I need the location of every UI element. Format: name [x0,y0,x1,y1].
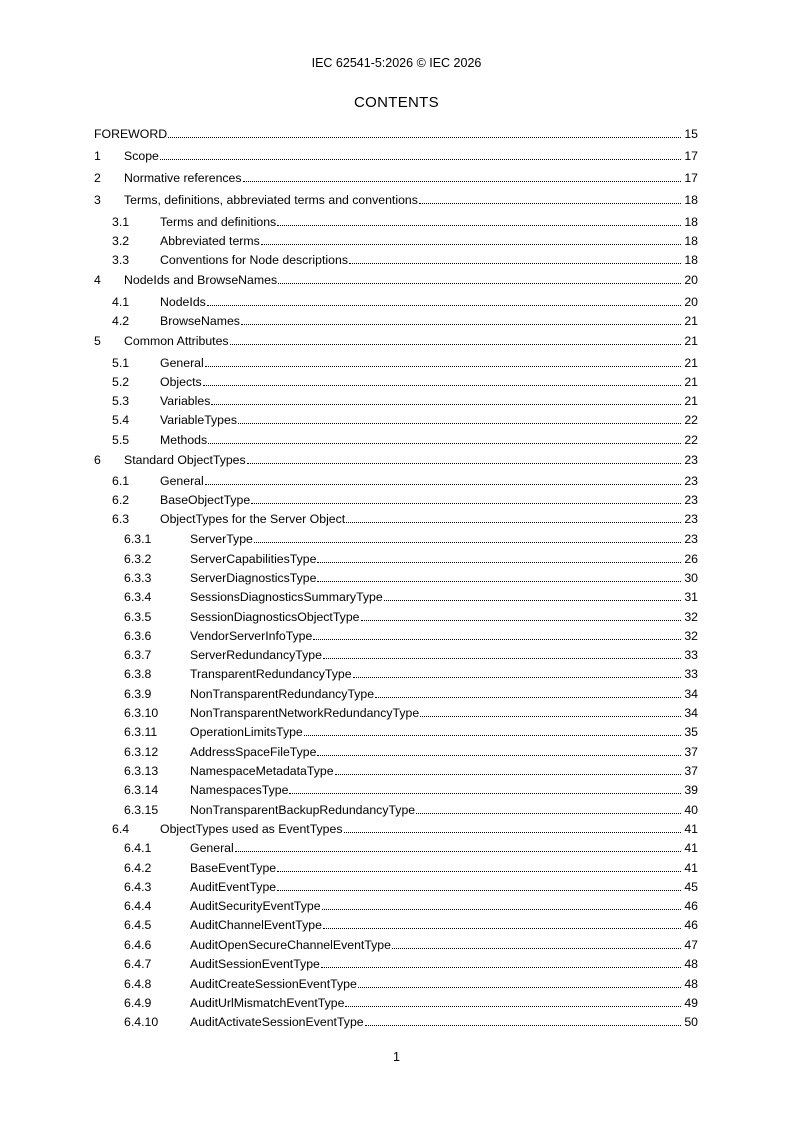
toc-entry[interactable] [94,491,698,507]
toc-entry[interactable] [94,588,698,604]
toc-leader-dots [365,1015,681,1026]
toc-leader-dots [392,938,681,949]
toc-entry-page: 22 [684,433,698,447]
toc-entry-title: Objects [160,375,202,389]
toc-entry-title: ObjectTypes used as EventTypes [160,822,343,836]
toc-entry-number: 6 [94,453,101,467]
toc-entry[interactable] [94,373,698,389]
toc-entry-number: 3.2 [112,234,130,248]
toc-entry[interactable] [94,431,698,447]
document-header: IEC 62541-5:2026 © IEC 2026 [311,56,482,70]
page-title: CONTENTS [354,94,439,111]
toc-entry-number: 6.3.7 [124,648,152,662]
toc-entry-page: 40 [684,803,698,817]
toc-entry-number: 6.3.13 [124,764,159,778]
toc-leader-dots [416,803,681,814]
toc-entry-title: AuditUrlMismatchEventType [190,996,345,1010]
toc-entry-page: 49 [684,996,698,1010]
toc-entry-page: 21 [684,314,698,328]
toc-entry-title: BaseObjectType [160,493,251,507]
toc-leader-dots [211,394,681,405]
toc-entry-page: 17 [684,149,698,163]
toc-entry-title: NamespaceMetadataType [190,764,334,778]
toc-entry-page: 48 [684,957,698,971]
toc-entry[interactable] [94,530,698,546]
toc-leader-dots [243,171,681,182]
toc-entry-page: 46 [684,918,698,932]
toc-leader-dots [346,512,681,523]
toc-entry-title: Standard ObjectTypes [124,453,246,467]
toc-leader-dots [304,725,681,736]
toc-entry-title: TransparentRedundancyType [190,667,352,681]
toc-entry-title: VendorServerInfoType [190,629,313,643]
toc-entry-title: AuditSecurityEventType [190,899,321,913]
toc-entry[interactable] [94,169,698,185]
toc-leader-dots [317,571,681,582]
toc-entry[interactable] [94,916,698,932]
toc-entry-title: AuditChannelEventType [190,918,322,932]
toc-entry-number: 6.4.1 [124,841,152,855]
toc-entry-page: 15 [684,127,698,141]
toc-entry-page: 45 [684,880,698,894]
toc-entry-page: 33 [684,648,698,662]
toc-entry-number: 4.2 [112,314,130,328]
toc-leader-dots [160,149,681,160]
toc-leader-dots [353,667,681,678]
toc-entry-page: 23 [684,453,698,467]
toc-entry-number: 6.4.8 [124,977,152,991]
toc-entry-page: 32 [684,629,698,643]
toc-leader-dots [289,783,681,794]
toc-leader-dots [203,375,681,386]
toc-entry-number: 6.4.2 [124,861,152,875]
toc-entry-number: 6.3.11 [124,725,158,739]
toc-entry-title: BaseEventType [190,861,277,875]
toc-entry[interactable] [94,820,698,836]
toc-entry-page: 46 [684,899,698,913]
toc-leader-dots [277,861,681,872]
toc-entry-number: 6.4.4 [124,899,152,913]
toc-entry[interactable] [94,665,698,681]
toc-leader-dots [238,413,681,424]
toc-leader-dots [168,127,681,138]
toc-entry-page: 23 [684,474,698,488]
toc-entry-title: Abbreviated terms [160,234,260,248]
toc-entry-page: 20 [684,273,698,287]
toc-leader-dots [277,880,681,891]
toc-entry-page: 18 [684,234,698,248]
toc-entry-page: 34 [684,706,698,720]
toc-entry-number: 5.1 [112,356,130,370]
toc-entry[interactable] [94,1013,698,1029]
toc-entry[interactable] [94,936,698,952]
toc-entry-page: 20 [684,295,698,309]
toc-entry-title: AuditCreateSessionEventType [190,977,357,991]
toc-entry[interactable] [94,251,698,267]
toc-entry-page: 18 [684,193,698,207]
toc-entry[interactable] [94,411,698,427]
toc-leader-dots [317,552,681,563]
toc-entry[interactable] [94,801,698,817]
toc-leader-dots [251,493,681,504]
toc-leader-dots [420,706,681,717]
toc-entry-number: 6.3.10 [124,706,159,720]
toc-entry-page: 21 [684,356,698,370]
toc-entry[interactable] [94,743,698,759]
toc-entry[interactable] [94,191,698,207]
toc-entry-number: 6.4.9 [124,996,152,1010]
toc-entry-title: Scope [124,149,159,163]
toc-leader-dots [317,745,681,756]
toc-entry-page: 30 [684,571,698,585]
toc-entry-title: SessionDiagnosticsObjectType [190,610,360,624]
toc-entry[interactable] [94,451,698,467]
toc-leader-dots [230,334,681,345]
toc-entry-page: 26 [684,552,698,566]
toc-leader-dots [247,453,681,464]
toc-entry-title: Common Attributes [124,334,229,348]
toc-entry-title: NamespacesType [190,783,289,797]
toc-entry-number: 5.4 [112,413,130,427]
toc-entry-number: 5.3 [112,394,130,408]
toc-entry[interactable] [94,392,698,408]
toc-entry-number: 6.3.9 [124,687,152,701]
toc-entry[interactable] [94,859,698,875]
toc-leader-dots [254,532,681,543]
toc-leader-dots [358,977,681,988]
toc-entry-number: 6.3.14 [124,783,159,797]
toc-entry-number: 1 [94,149,101,163]
toc-leader-dots [277,215,681,226]
toc-entry-number: 5.5 [112,433,130,447]
toc-entry-page: 32 [684,610,698,624]
toc-entry-page: 41 [684,861,698,875]
toc-entry-page: 50 [684,1015,698,1029]
toc-entry-number: 6.3.1 [124,532,152,546]
toc-entry-number: 6.3.5 [124,610,152,624]
toc-entry-page: 18 [684,215,698,229]
toc-entry[interactable] [94,627,698,643]
toc-entry-page: 21 [684,375,698,389]
toc-entry-number: 6.3.2 [124,552,152,566]
toc-leader-dots [323,918,681,929]
toc-entry-title: ServerRedundancyType [190,648,322,662]
toc-entry[interactable] [94,975,698,991]
toc-entry-page: 41 [684,841,698,855]
toc-entry[interactable] [94,685,698,701]
toc-entry-title: ServerCapabilitiesType [190,552,317,566]
toc-entry-title: AuditEventType [190,880,277,894]
toc-leader-dots [241,314,681,325]
toc-entry-number: 3 [94,193,101,207]
toc-entry-title: Terms, definitions, abbreviated terms and conventions [124,193,418,207]
toc-entry-title: ServerDiagnosticsType [190,571,317,585]
toc-leader-dots [208,433,681,444]
toc-entry-page: 21 [684,334,698,348]
toc-leader-dots [344,822,681,833]
toc-leader-dots [313,629,681,640]
toc-entry[interactable] [94,125,698,141]
toc-entry-title: Terms and definitions [160,215,277,229]
toc-entry-page: 31 [684,590,698,604]
toc-entry-page: 22 [684,413,698,427]
toc-entry-number: 4.1 [112,295,130,309]
toc-leader-dots [235,841,681,852]
toc-leader-dots [207,295,681,306]
toc-entry-page: 33 [684,667,698,681]
toc-leader-dots [375,687,681,698]
toc-entry-title: Conventions for Node descriptions [160,253,348,267]
toc-entry[interactable] [94,232,698,248]
toc-entry-title: Methods [160,433,208,447]
toc-entry-number: 3.3 [112,253,130,267]
toc-entry-number: 6.4.6 [124,938,152,952]
toc-entry-number: 3.1 [112,215,130,229]
toc-entry-page: 21 [684,394,698,408]
toc-entry[interactable] [94,312,698,328]
toc-entry-number: 6.3.12 [124,745,159,759]
toc-leader-dots [384,590,681,601]
toc-entry[interactable] [94,781,698,797]
toc-entry[interactable] [94,147,698,163]
toc-entry-number: 5 [94,334,101,348]
toc-entry-page: 37 [684,764,698,778]
toc-entry-title: VariableTypes [160,413,238,427]
toc-leader-dots [349,253,681,264]
toc-entry-title: Normative references [124,171,242,185]
toc-entry[interactable] [94,332,698,348]
toc-entry-title: NodeIds and BrowseNames [124,273,278,287]
toc-entry-number: 4 [94,273,101,287]
toc-entry-title: AuditActivateSessionEventType [190,1015,364,1029]
toc-entry-number: 6.1 [112,474,130,488]
toc-entry[interactable] [94,472,698,488]
toc-entry[interactable] [94,994,698,1010]
toc-entry[interactable] [94,646,698,662]
toc-entry[interactable] [94,762,698,778]
toc-entry-title: General [190,841,234,855]
toc-entry[interactable] [94,878,698,894]
toc-leader-dots [205,356,681,367]
toc-entry[interactable] [94,354,698,370]
toc-leader-dots [261,234,681,245]
toc-entry-page: 23 [684,493,698,507]
toc-leader-dots [345,996,681,1007]
toc-leader-dots [321,957,681,968]
toc-entry-title: NonTransparentBackupRedundancyType [190,803,416,817]
toc-entry-title: OperationLimitsType [190,725,303,739]
toc-entry-number: 5.2 [112,375,130,389]
toc-entry-title: NonTransparentRedundancyType [190,687,375,701]
toc-entry-number: 6.4 [112,822,130,836]
toc-leader-dots [205,474,681,485]
toc-entry-title: Variables [160,394,211,408]
toc-leader-dots [419,193,681,204]
toc-leader-dots [322,899,681,910]
toc-entry[interactable] [94,271,698,287]
toc-entry-number: 6.4.3 [124,880,152,894]
toc-entry[interactable] [94,897,698,913]
toc-entry-page: 37 [684,745,698,759]
toc-entry-title: AuditSessionEventType [190,957,320,971]
toc-entry-title: BrowseNames [160,314,240,328]
toc-entry-title: ServerType [190,532,253,546]
toc-entry-page: 41 [684,822,698,836]
toc-entry-title: AddressSpaceFileType [190,745,317,759]
toc-entry-page: 35 [684,725,698,739]
toc-leader-dots [361,610,681,621]
toc-entry-title: General [160,474,204,488]
toc-entry-title: NodeIds [160,295,206,309]
toc-entry-page: 34 [684,687,698,701]
toc-entry-title: FOREWORD [94,127,168,141]
toc-entry-page: 23 [684,532,698,546]
toc-entry-number: 6.3.8 [124,667,152,681]
toc-entry-page: 47 [684,938,698,952]
toc-leader-dots [323,648,681,659]
toc-entry-number: 6.4.7 [124,957,152,971]
toc-entry-number: 6.4.10 [124,1015,159,1029]
toc-entry-page: 48 [684,977,698,991]
toc-entry[interactable] [94,550,698,566]
toc-entry[interactable] [94,723,698,739]
page-number: 1 [393,1050,400,1064]
toc-entry[interactable] [94,608,698,624]
toc-entry-number: 6.4.5 [124,918,152,932]
toc-entry[interactable] [94,704,698,720]
toc-entry-title: NonTransparentNetworkRedundancyType [190,706,420,720]
toc-entry-number: 6.2 [112,493,130,507]
toc-entry-title: General [160,356,204,370]
toc-entry-number: 6.3 [112,512,130,526]
toc-entry[interactable] [94,293,698,309]
toc-entry-number: 6.3.6 [124,629,152,643]
toc-entry[interactable] [94,510,698,526]
toc-entry-page: 39 [684,783,698,797]
toc-entry-title: ObjectTypes for the Server Object [160,512,346,526]
toc-entry-number: 2 [94,171,101,185]
toc-entry-number: 6.3.15 [124,803,159,817]
toc-entry[interactable] [94,213,698,229]
toc-entry-title: AuditOpenSecureChannelEventType [190,938,391,952]
toc-entry[interactable] [94,839,698,855]
toc-entry-page: 17 [684,171,698,185]
toc-entry[interactable] [94,955,698,971]
toc-leader-dots [335,764,681,775]
toc-entry-title: SessionsDiagnosticsSummaryType [190,590,383,604]
toc-entry-number: 6.3.3 [124,571,152,585]
toc-entry[interactable] [94,569,698,585]
toc-entry-page: 23 [684,512,698,526]
toc-leader-dots [278,273,681,284]
toc-entry-number: 6.3.4 [124,590,152,604]
toc-entry-page: 18 [684,253,698,267]
